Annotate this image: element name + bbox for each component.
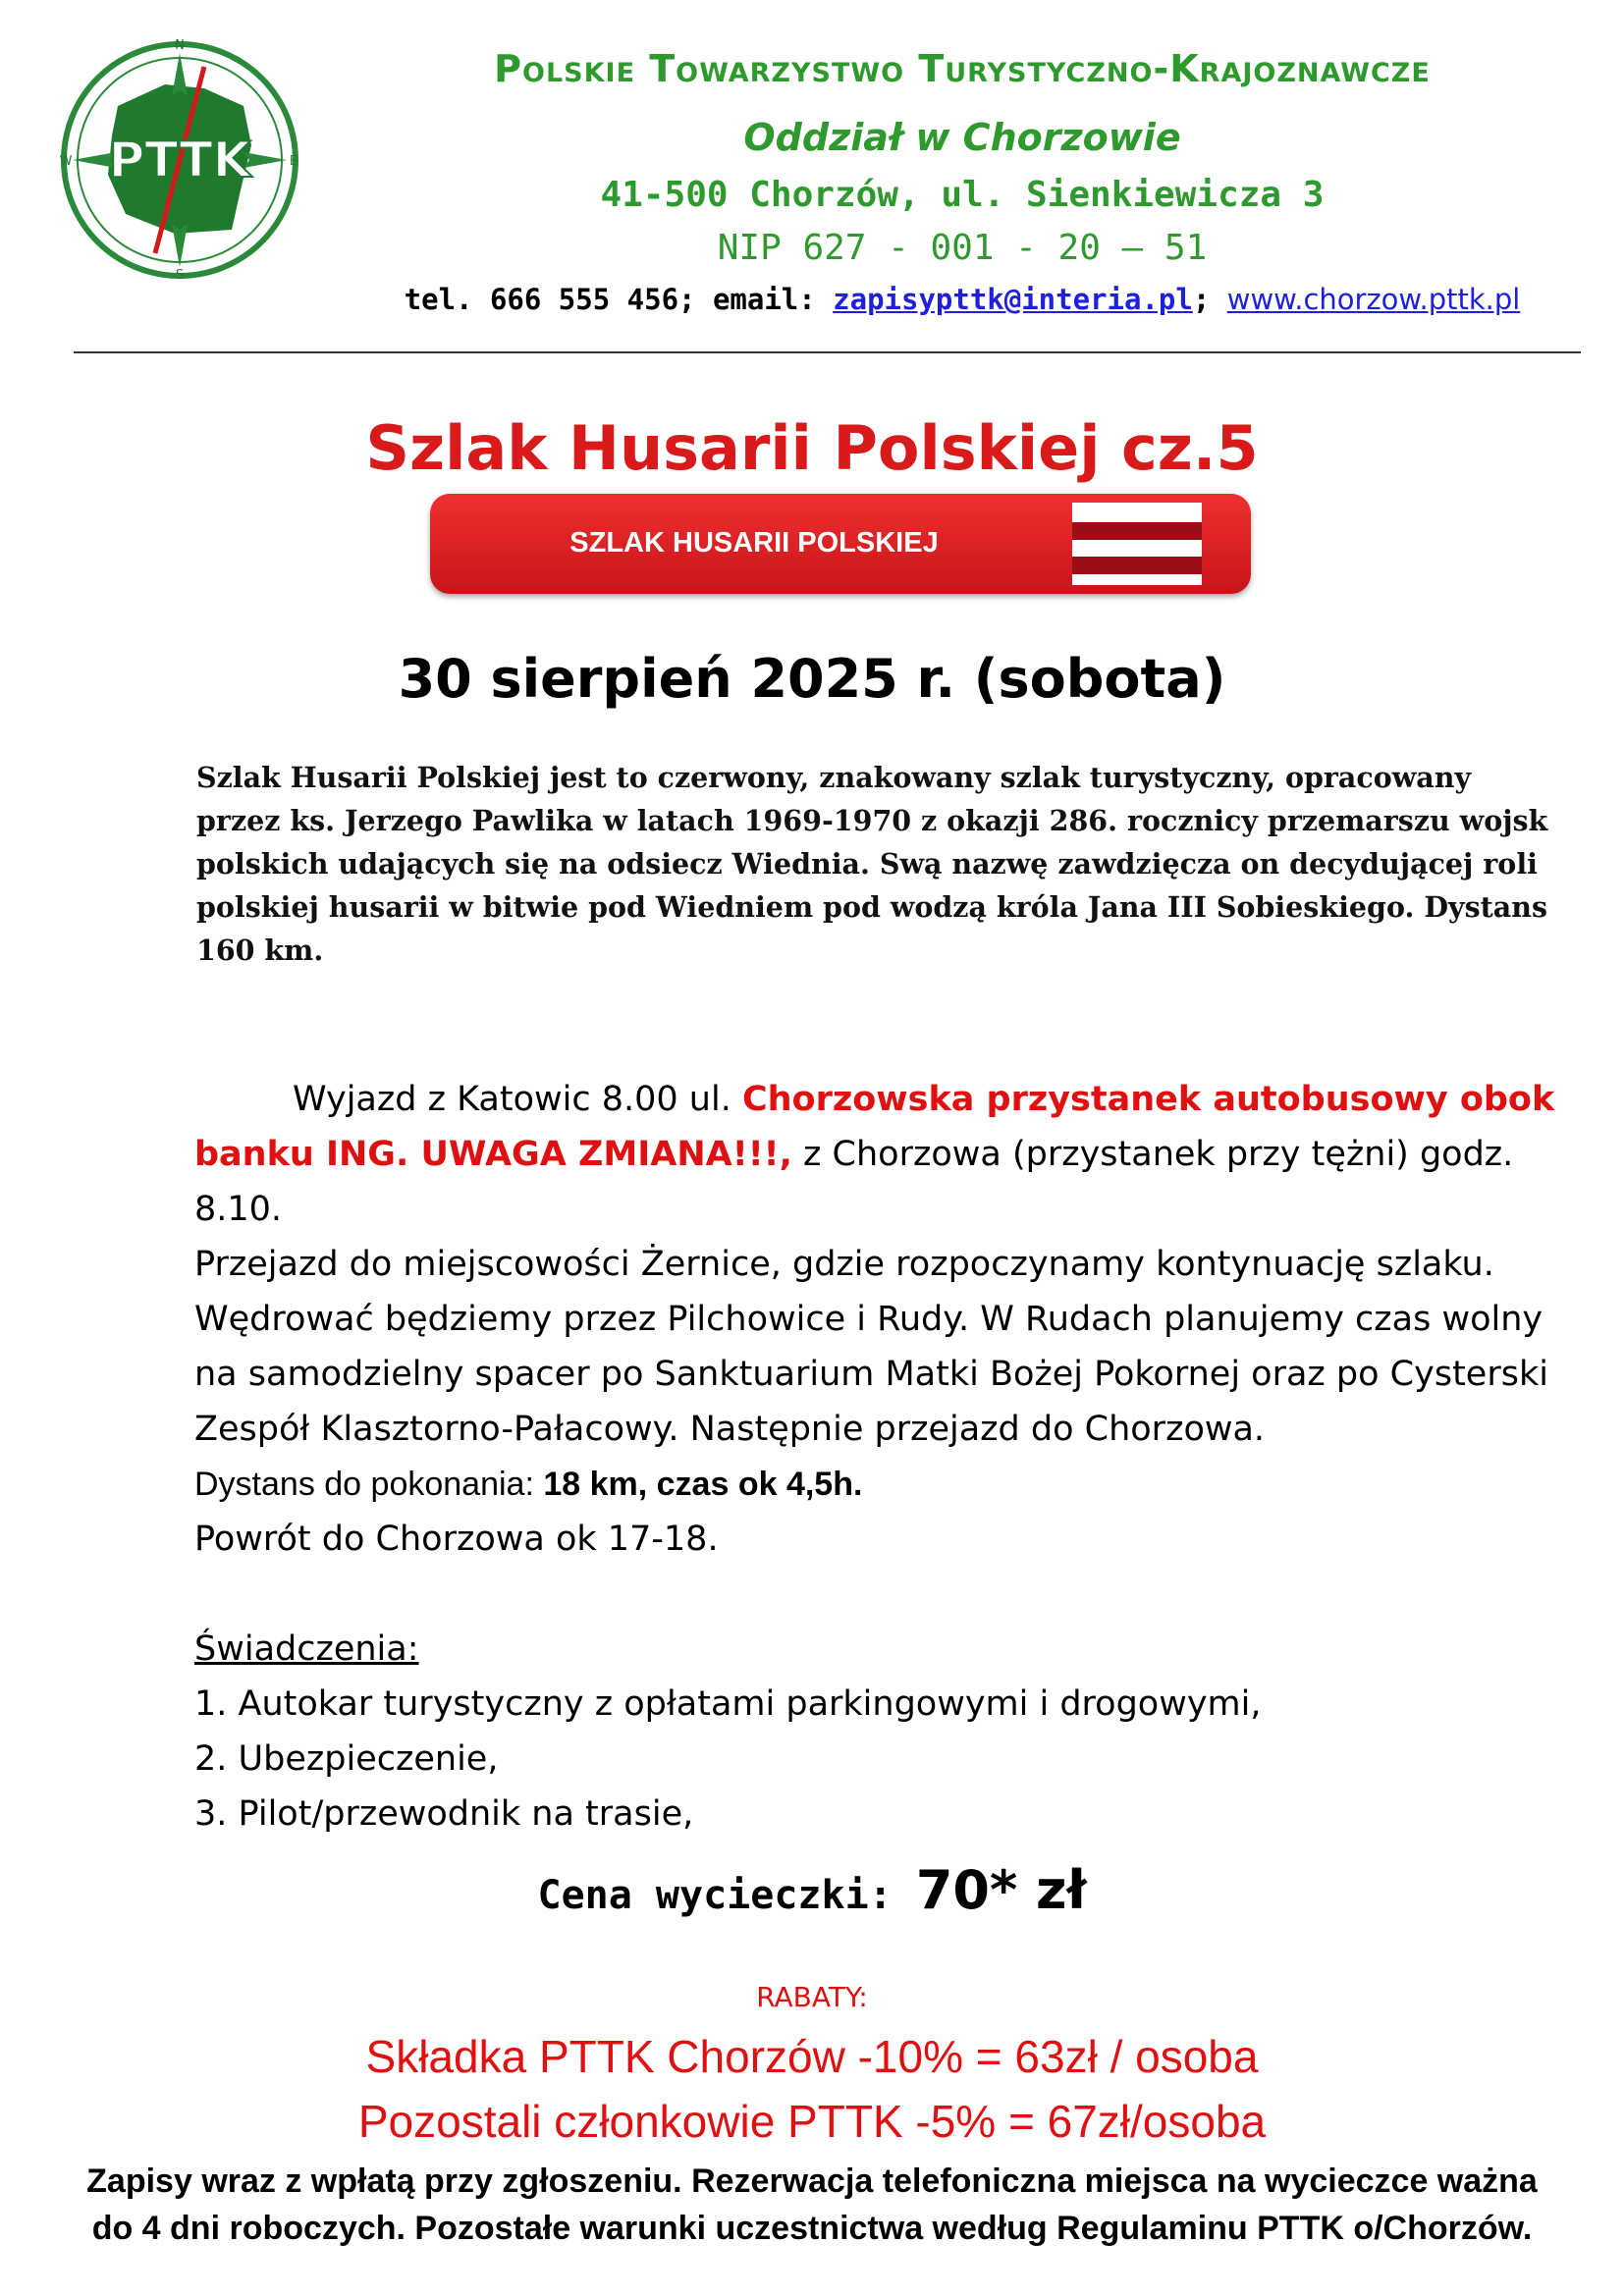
compass-w-label: W bbox=[59, 154, 73, 169]
contact-phone: tel. 666 555 456; email: bbox=[404, 283, 834, 316]
email-link[interactable]: zapisypttk@interia.pl bbox=[833, 283, 1193, 316]
trip-date: 30 sierpień 2025 r. (sobota) bbox=[398, 648, 1226, 710]
trip-price bbox=[0, 1859, 1624, 1921]
compass-s-label: S bbox=[175, 268, 185, 283]
org-nip: NIP 627 - 001 - 20 – 51 bbox=[717, 228, 1208, 268]
trail-marker-icon bbox=[1072, 503, 1202, 585]
trip-title: Szlak Husarii Polskiej cz.5 bbox=[365, 412, 1259, 484]
trail-intro: Szlak Husarii Polskiej jest to czerwony, znakowany szlak turystyczny, opracowany przez ks. Jerzego Pawlika w latach 1969-1970 z okazji 286. rocznicy przemarszu wojsk polskich udających się na odsiecz Wiednia. Swą nazwę zawdzięcza on decydującej roli polskiej husarii w bitwie pod Wiedniem pod wodzą króla Jana III Sobieskiego. Dystans 160 km. bbox=[196, 761, 1548, 967]
discounts-heading: RABATY: bbox=[756, 1981, 868, 2013]
pttk-logo bbox=[57, 37, 302, 283]
distance-label: Dystans do pokonania: bbox=[194, 1466, 544, 1503]
banner-text: SZLAK HUSARII POLSKIEJ bbox=[569, 527, 939, 559]
distance-info bbox=[194, 1457, 1589, 1512]
price-amount: 70* zł bbox=[915, 1859, 1087, 1921]
service-item: 1. Autokar turystyczny z opłatami parkingowymi i drogowymi, bbox=[194, 1684, 1262, 1724]
website-link[interactable]: www.chorzow.pttk.pl bbox=[1226, 283, 1521, 316]
discount-line: Pozostali członkowie PTTK -5% = 67zł/osoba bbox=[357, 2096, 1267, 2147]
service-item: 3. Pilot/przewodnik na trasie, bbox=[194, 1794, 694, 1834]
service-item: 2. Ubezpieczenie, bbox=[194, 1739, 499, 1779]
trail-banner bbox=[430, 494, 1251, 594]
org-contact bbox=[324, 283, 1600, 316]
org-address: 41-500 Chorzów, ul. Sienkiewicza 3 bbox=[600, 175, 1325, 215]
contact-separator: ; bbox=[1192, 283, 1227, 316]
discount-line: Składka PTTK Chorzów -10% = 63zł / osoba bbox=[365, 2031, 1259, 2082]
departure-highlight: Chorzowska przystanek autobusowy obok banku ING. UWAGA ZMIANA!!!, bbox=[194, 1080, 1555, 1174]
distance-value: 18 km, czas ok 4,5h. bbox=[543, 1466, 863, 1503]
compass-n-label: N bbox=[175, 38, 185, 53]
logo-text: PTTK bbox=[108, 132, 251, 188]
compass-e-label: E bbox=[289, 154, 298, 169]
org-name: Polskie Towarzystwo Turystyczno-Krajoznawcze bbox=[494, 47, 1431, 90]
departure-suffix: z Chorzowa (przystanek przy tężni) godz. 8.10. bbox=[194, 1135, 1514, 1229]
header-separator bbox=[74, 351, 1581, 353]
departure-prefix: Wyjazd z Katowic 8.00 ul. bbox=[293, 1080, 742, 1119]
trip-details bbox=[194, 1072, 1589, 1842]
registration-terms: Zapisy wraz z wpłatą przy zgłoszeniu. Rezerwacja telefoniczna miejsca na wycieczce ważna do 4 dni roboczych. Pozostałe warunki uczestnictwa według Regulaminu PTTK o/Chorzów. bbox=[86, 2163, 1538, 2247]
price-label: Cena wycieczki: bbox=[537, 1873, 916, 1918]
org-branch: Oddział w Chorzowie bbox=[743, 116, 1181, 159]
route-description: Przejazd do miejscowości Żernice, gdzie rozpoczynamy kontynuację szlaku. Wędrować będziemy przez Pilchowice i Rudy. W Rudach planujemy czas wolny na samodzielny spacer po Sanktuarium Matki Bożej Pokornej oraz po Cysterski Zespół Klasztorno-Pałacowy. Następnie przejazd do Chorzowa. bbox=[194, 1245, 1548, 1449]
departure-info bbox=[194, 1072, 1589, 1237]
services-heading: Świadczenia: bbox=[194, 1629, 419, 1669]
return-info: Powrót do Chorzowa ok 17-18. bbox=[194, 1520, 719, 1559]
